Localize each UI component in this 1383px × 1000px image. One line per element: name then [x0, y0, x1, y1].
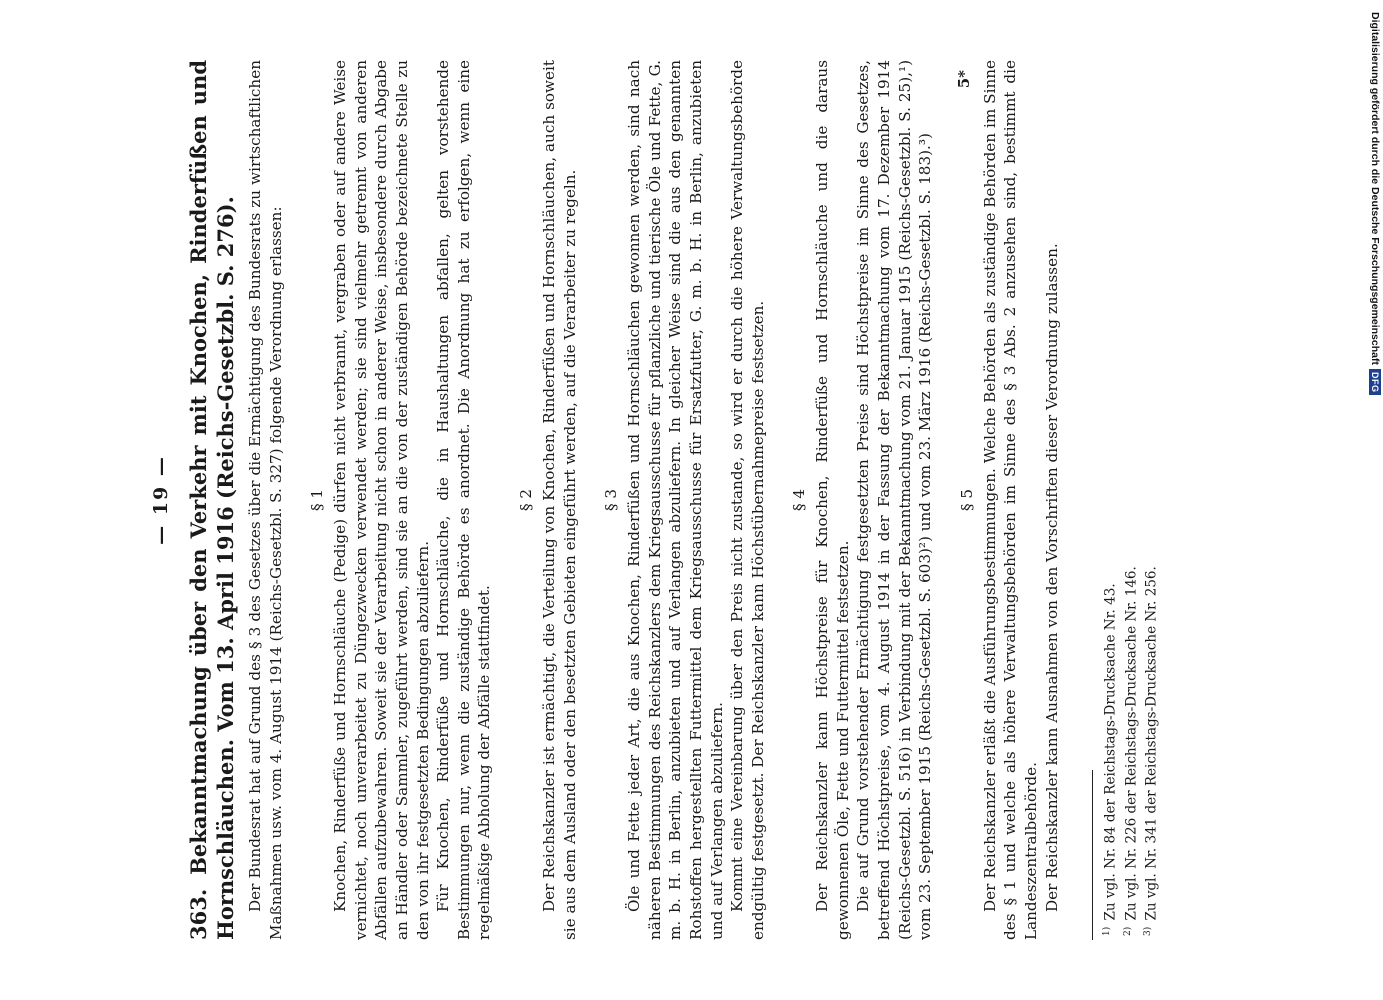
footnote-mark: 3) [1143, 926, 1154, 936]
title-text: Bekanntmachung über den Verkehr mit Knochen, Rinderfüßen und Hornschläuchen. Vom 13. April 1916 (Reichs-Gesetzbl. S. 276). [186, 59, 238, 940]
section-5 [958, 60, 1062, 940]
section-heading: § 1 [308, 488, 327, 512]
sheet-signature-mark: 5* [955, 70, 973, 89]
footnote-item [1120, 60, 1141, 936]
section-heading: § 3 [602, 488, 621, 512]
section-3 [602, 60, 768, 940]
section-paragraph: Öle und Fette jeder Art, die aus Knochen, Rinderfüßen und Hornschläuchen gewonnen werden, sind nach näheren Bestimmungen des Reichskanzlers dem Kriegsausschusse für pflanzliche und tierische Öle und Fette, G. m. b. H. in Berlin, anzubieten und auf Verlangen abzuliefern. In gleicher Weise sind die aus den genannten Rohstoffen hergestellten Futtermittel dem Kriegsausschusse für Ersatzfutter, G. m. b. H. in Berlin, anzubieten und auf Verlangen abzuliefern. [625, 60, 726, 940]
footnote-mark: 2) [1122, 926, 1133, 936]
section-paragraph: Kommt eine Vereinbarung über den Preis nicht zustande, so wird er durch die höhere Verwaltungsbehörde endgültig festgesetzt. Der Reichskanzler kann Höchstübernahmepreise festsetzen. [728, 60, 767, 940]
section-paragraph: Der Reichskanzler kann Ausnahmen von den Vorschriften dieser Verordnung zulassen. [1042, 243, 1061, 912]
footnote-text: Zu vgl. Nr. 226 der Reichstags-Drucksache Nr. 146. [1123, 566, 1140, 921]
footnote-item [1099, 60, 1120, 936]
rotated-document-page [150, 60, 1240, 940]
page-number: — 19 — [150, 455, 172, 545]
title-number: 363. [186, 888, 211, 940]
footnote-divider [1092, 770, 1093, 940]
section-heading: § 4 [790, 488, 809, 512]
section-4 [790, 60, 936, 940]
section-2 [517, 60, 580, 940]
document-title [186, 60, 239, 940]
section-paragraph: Der Reichskanzler kann Höchstpreise für Knochen, Rinderfüße und Hornschläuche und die daraus gewonnenen Öle, Fette und Futtermittel festsetzen. [813, 60, 852, 940]
section-paragraph: Die auf Grund vorstehender Ermächtigung festgesetzten Preise sind Höchstpreise im Sinne des Gesetzes, betreffend Höchstpreise, vom 4. August 1914 in der Fassung der Bekanntmachung vom 17. Dezember 1914 (Reichs-Gesetzbl. S. 516) in Verbindung mit der Bekanntmachung vom 21. Januar 1915 (Reichs-Gesetzbl. S. 25),¹) vom 23. September 1915 (Reichs-Gesetzbl. S. 603)²) und vom 23. März 1916 (Reichs-Gesetzbl. S. 183).³) [854, 60, 935, 940]
section-1 [308, 60, 495, 940]
footnote-text: Zu vgl. Nr. 341 der Reichstags-Drucksache Nr. 256. [1143, 566, 1160, 921]
dfg-logo: DFG [1369, 369, 1381, 396]
digitization-note [1369, 12, 1381, 395]
footnote-mark: 1) [1102, 926, 1113, 936]
digitization-note-text: Digitalisierung gefördert durch die Deutsche Forschungsgemeinschaft [1369, 12, 1381, 365]
section-paragraph: Für Knochen, Rinderfüße und Hornschläuche, die in Haushaltungen abfallen, gelten vorstehende Bestimmungen nur, wenn die zuständige Behörde es anordnet. Die Anordnung hat zu erfolgen, wenn eine regelmäßige Abholung der Abfälle stattfindet. [434, 60, 494, 940]
footnotes [1099, 60, 1161, 940]
section-paragraph: Der Reichskanzler ist ermächtigt, die Verteilung von Knochen, Rinderfüßen und Hornschläuchen, auch soweit sie aus dem Ausland oder den besetzten Gebieten eingeführt werden, auf die Verarbeiter zu regeln. [539, 60, 579, 940]
footnote-item [1140, 60, 1161, 936]
intro-paragraph: Der Bundesrat hat auf Grund des § 3 des Gesetzes über die Ermächtigung des Bundesrats zu wirtschaftlichen Maßnahmen usw. vom 4. August 1914 (Reichs-Gesetzbl. S. 327) folgende Verordnung erlassen: [246, 60, 285, 940]
section-paragraph: Knochen, Rinderfüße und Hornschläuche (Pedige) dürfen nicht verbrannt, vergraben oder auf andere Weise vernichtet, noch unverarbeitet zu Düngezwecken verwendet werden; sie sind vielmehr getrennt von anderen Abfällen aufzubewahren. Soweit sie der Verarbeitung nicht schon in anderer Weise, insbesondere durch Abgabe an Händler oder Sammler, zugeführt werden, sind sie an die von der zuständigen Behörde bezeichnete Stelle zu den von ihr festgesetzten Bedingungen abzuliefern. [331, 60, 432, 940]
footnote-text: Zu vgl. Nr. 84 der Reichstags-Drucksache Nr. 43. [1102, 583, 1119, 921]
section-heading: § 2 [516, 488, 535, 512]
section-heading: § 5 [957, 488, 976, 512]
section-paragraph: Der Reichskanzler erläßt die Ausführungsbestimmungen. Welche Behörden als zuständige Behörden im Sinne des § 1 und welche als höhere Verwaltungsbehörden im Sinne des § 3 Abs. 2 anzusehen sind, bestimmt die Landeszentralbehörde. [980, 60, 1041, 940]
